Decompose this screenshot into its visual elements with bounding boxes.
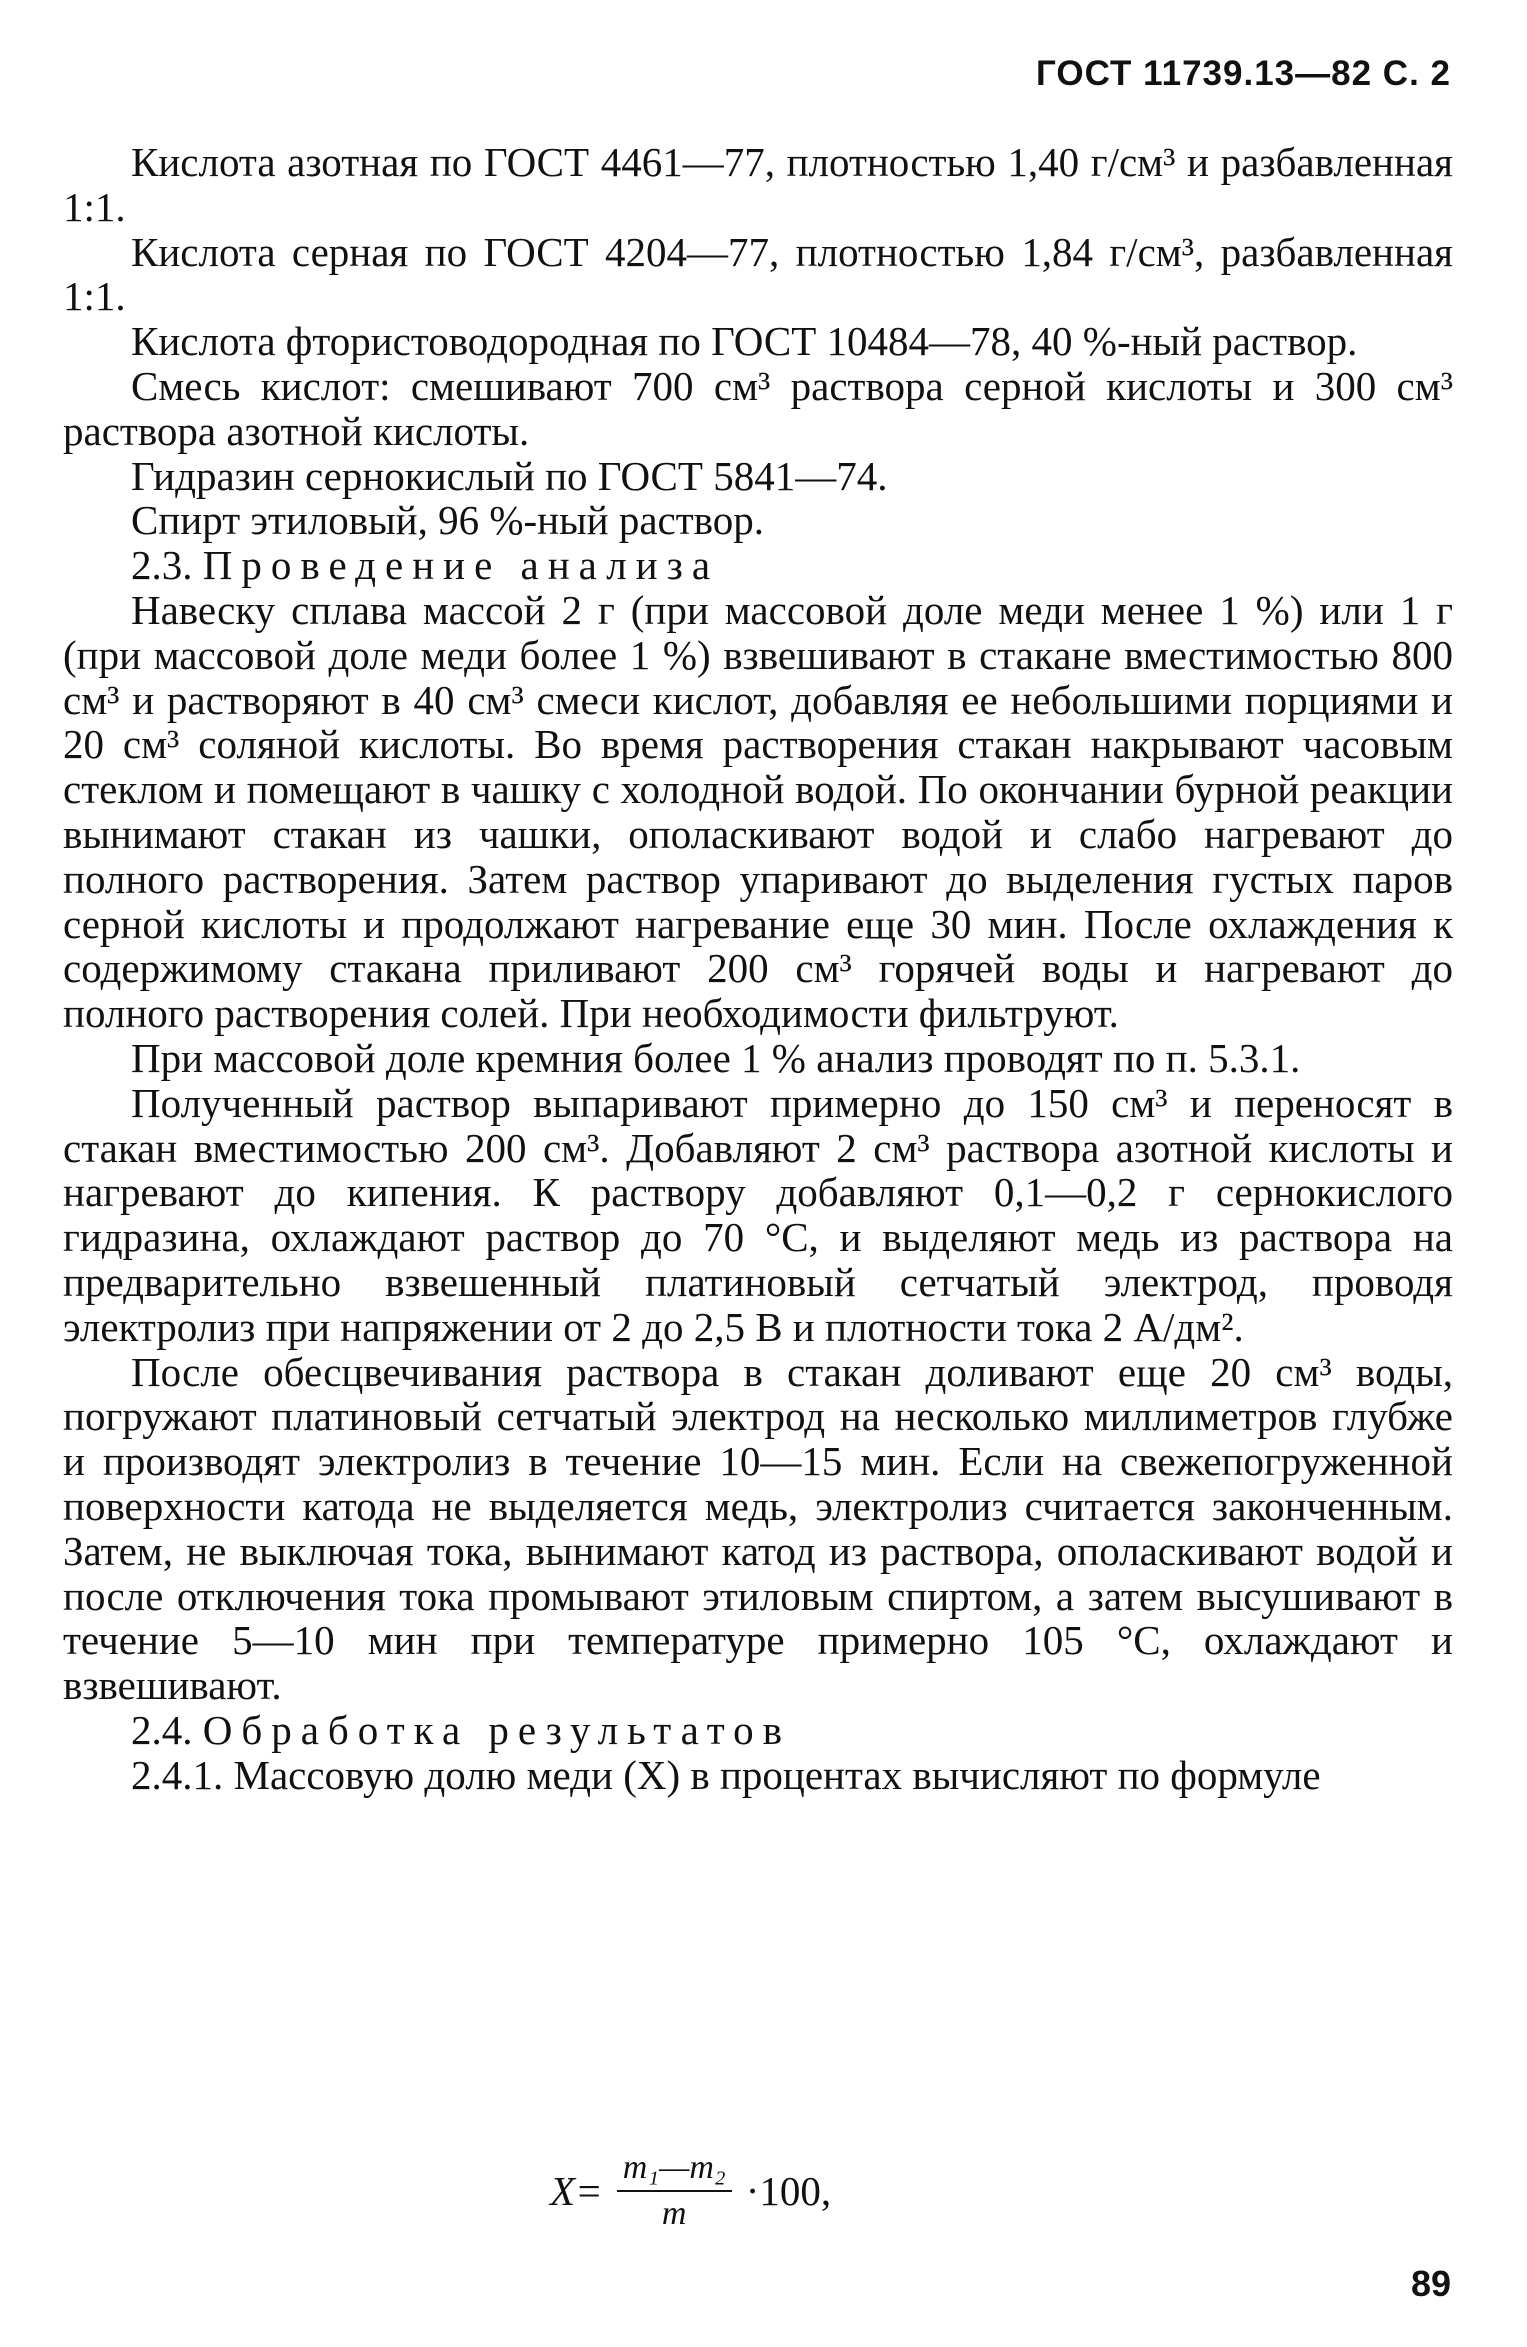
section-2-3-heading (63, 543, 1453, 588)
paragraph-acid-mixture: Смесь кислот: смешивают 700 см³ раствора серной кислоты и 300 см³ раствора азотной кислоты. (63, 362, 1453, 454)
paragraph-electrolysis-completion: После обесцвечивания раствора в стакан доливают еще 20 см³ воды, погружают платиновый сетчатый электрод на несколько миллиметров глубже и производят электролиз в течение 10—15 мин. Если на свежепогруженной поверхности катода не выделяется медь, электролиз считается законченным. Затем, не выключая тока, вынимают катод из раствора, ополаскивают водой и после отключения тока промывают этиловым спиртом, а затем высушивают в течение 5—10 мин при температуре примерно 105 °С, охлаждают и взвешивают. (63, 1348, 1453, 1709)
section-title: Обработка результатов (202, 1706, 792, 1753)
page-number: 89 (1410, 2263, 1451, 2304)
paragraph-ethanol: Спирт этиловый, 96 %-ный раствор. (131, 497, 764, 544)
formula-numerator: m₁—m₂ (617, 2148, 732, 2192)
formula-lhs: X= (550, 2167, 603, 2214)
paragraph-sulfuric-acid: Кислота серная по ГОСТ 4204—77, плотностью 1,84 г/см³, разбавленная 1:1. (63, 228, 1453, 320)
formula-fraction (617, 2148, 732, 2234)
paragraph-electrolysis: Полученный раствор выпаривают примерно до 150 см³ и переносят в стакан вместимостью 200 см³. Добавляют 2 см³ раствора азотной кислоты и нагревают до кипения. К раствору добавляют 0,1—0,2 г сернокислого гидразина, охлаждают раствор до 70 °С, и выделяют медь из раствора на предварительно взвешенный платиновый сетчатый электрод, проводя электролиз при напряжении от 2 до 2,5 В и плотности тока 2 А/дм². (63, 1079, 1453, 1350)
section-number: 2.3. (131, 542, 193, 589)
document-header: ГОСТ 11739.13—82 С. 2 (1035, 54, 1451, 93)
section-2-4-heading (63, 1708, 1453, 1753)
formula-rhs: ·100, (745, 2167, 832, 2214)
paragraph-hydrazine: Гидразин сернокислый по ГОСТ 5841—74. (131, 452, 888, 499)
paragraph-sample-dissolution: Навеску сплава массой 2 г (при массовой доле меди менее 1 %) или 1 г (при массовой доле меди более 1 %) взвешивают в стакане вместимостью 800 см³ и растворяют в 40 см³ смеси кислот, добавляя ее небольшими порциями и 20 см³ соляной кислоты. Во время растворения стакан накрывают часовым стеклом и помещают в чашку с холодной водой. По окончании бурной реакции вынимают стакан из чашки, ополаскивают водой и слабо нагревают до полного растворения. Затем раствор упаривают до выделения густых паров серной кислоты и продолжают нагревание еще 30 мин. После охлаждения к содержимому стакана приливают 200 см³ горячей воды и нагревают до полного растворения солей. При необходимости фильтруют. (63, 586, 1453, 1037)
paragraph-hydrofluoric-acid: Кислота фтористоводородная по ГОСТ 10484—78, 40 %-ный раствор. (131, 318, 1358, 365)
section-title: Проведение анализа (202, 542, 720, 589)
formula-denominator: m (661, 2195, 687, 2232)
paragraph-nitric-acid: Кислота азотная по ГОСТ 4461—77, плотностью 1,40 г/см³ и разбавленная 1:1. (63, 139, 1453, 230)
paragraph-silicon-note: При массовой доле кремния более 1 % анализ проводят по п. 5.3.1. (131, 1034, 1301, 1081)
document-body (63, 140, 1453, 1797)
copper-mass-fraction-formula (550, 2148, 831, 2234)
section-number: 2.4. (131, 1706, 193, 1753)
paragraph-formula-intro: 2.4.1. Массовую долю меди (X) в процентах вычисляют по формуле (131, 1751, 1321, 1798)
